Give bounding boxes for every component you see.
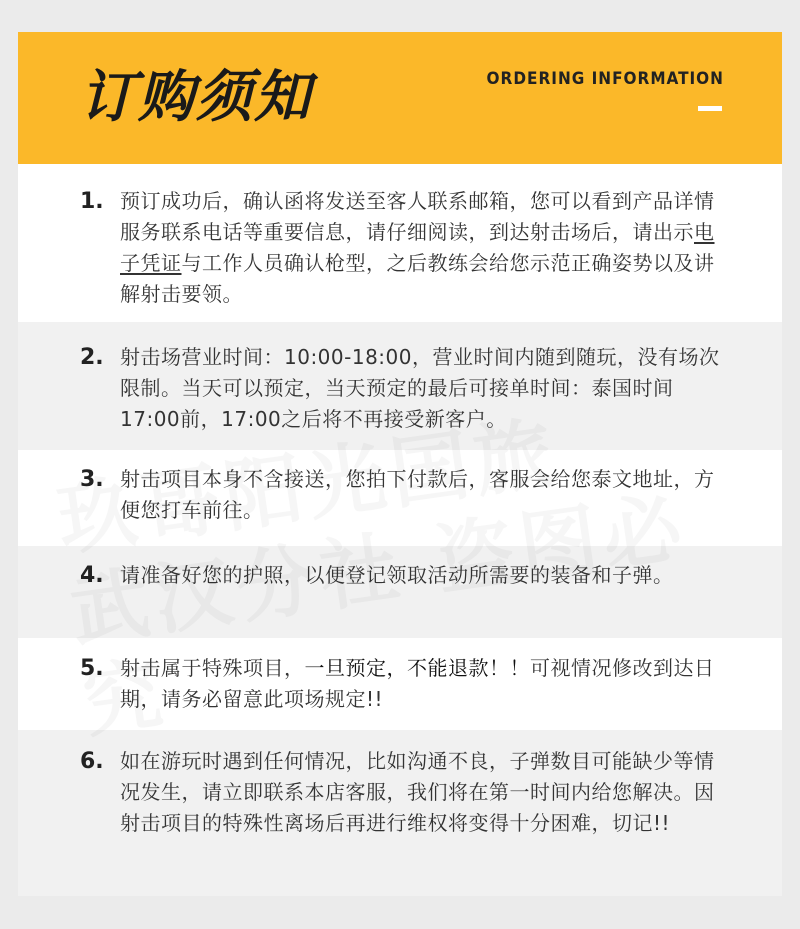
item-text-part: 射击属于特殊项目， xyxy=(120,656,305,680)
list-item-6 xyxy=(18,730,782,896)
item-text: 射击场营业时间：10:00-18:00，营业时间内随到随玩，没有场次限制。当天可以预定，当天预定的最后可接单时间：泰国时间17:00前，17:00之后将不再接受新客户。 xyxy=(120,345,720,431)
page-subtitle: ORDERING INFORMATION xyxy=(486,69,724,89)
list-item-4 xyxy=(18,546,782,638)
item-number: 1. xyxy=(80,189,104,214)
list-item-5 xyxy=(18,638,782,730)
page-title: 订购须知 xyxy=(80,65,312,130)
item-text-part: 可视情况修改到达日期，请务必留意此项场规定!! xyxy=(120,656,715,711)
item-text: 请准备好您的护照，以便登记领取活动所需要的装备和子弹。 xyxy=(120,563,674,587)
header-banner xyxy=(18,32,782,164)
e-voucher-highlight: 电子凭证 xyxy=(120,220,715,275)
no-refund-highlight: 一旦预定，不能退款！！ xyxy=(304,656,530,680)
list-item-1 xyxy=(18,164,782,322)
item-text xyxy=(120,653,730,715)
list-item-2 xyxy=(18,322,782,450)
item-number: 3. xyxy=(80,467,104,492)
item-text-part: 与工作人员确认枪型，之后教练会给您示范正确姿势以及讲解射击要领。 xyxy=(120,251,715,306)
item-text: 如在游玩时遇到任何情况，比如沟通不良，子弹数目可能缺少等情况发生，请立即联系本店客服，我们将在第一时间内给您解决。因射击项目的特殊性离场后再进行维权将变得十分困难，切记!! xyxy=(120,749,715,835)
item-number: 4. xyxy=(80,563,104,588)
header-accent-bar xyxy=(698,106,722,111)
item-text: 射击项目本身不含接送，您拍下付款后，客服会给您泰文地址，方便您打车前往。 xyxy=(120,467,715,522)
item-number: 5. xyxy=(80,656,104,681)
item-text-part: 预订成功后，确认函将发送至客人联系邮箱，您可以看到产品详情服务联系电话等重要信息，请仔细阅读，到达射击场后，请出示 xyxy=(120,189,715,244)
ordering-info-card xyxy=(18,32,782,896)
item-text xyxy=(120,186,730,310)
item-number: 2. xyxy=(80,345,104,370)
list-item-3 xyxy=(18,450,782,546)
item-number: 6. xyxy=(80,749,104,774)
